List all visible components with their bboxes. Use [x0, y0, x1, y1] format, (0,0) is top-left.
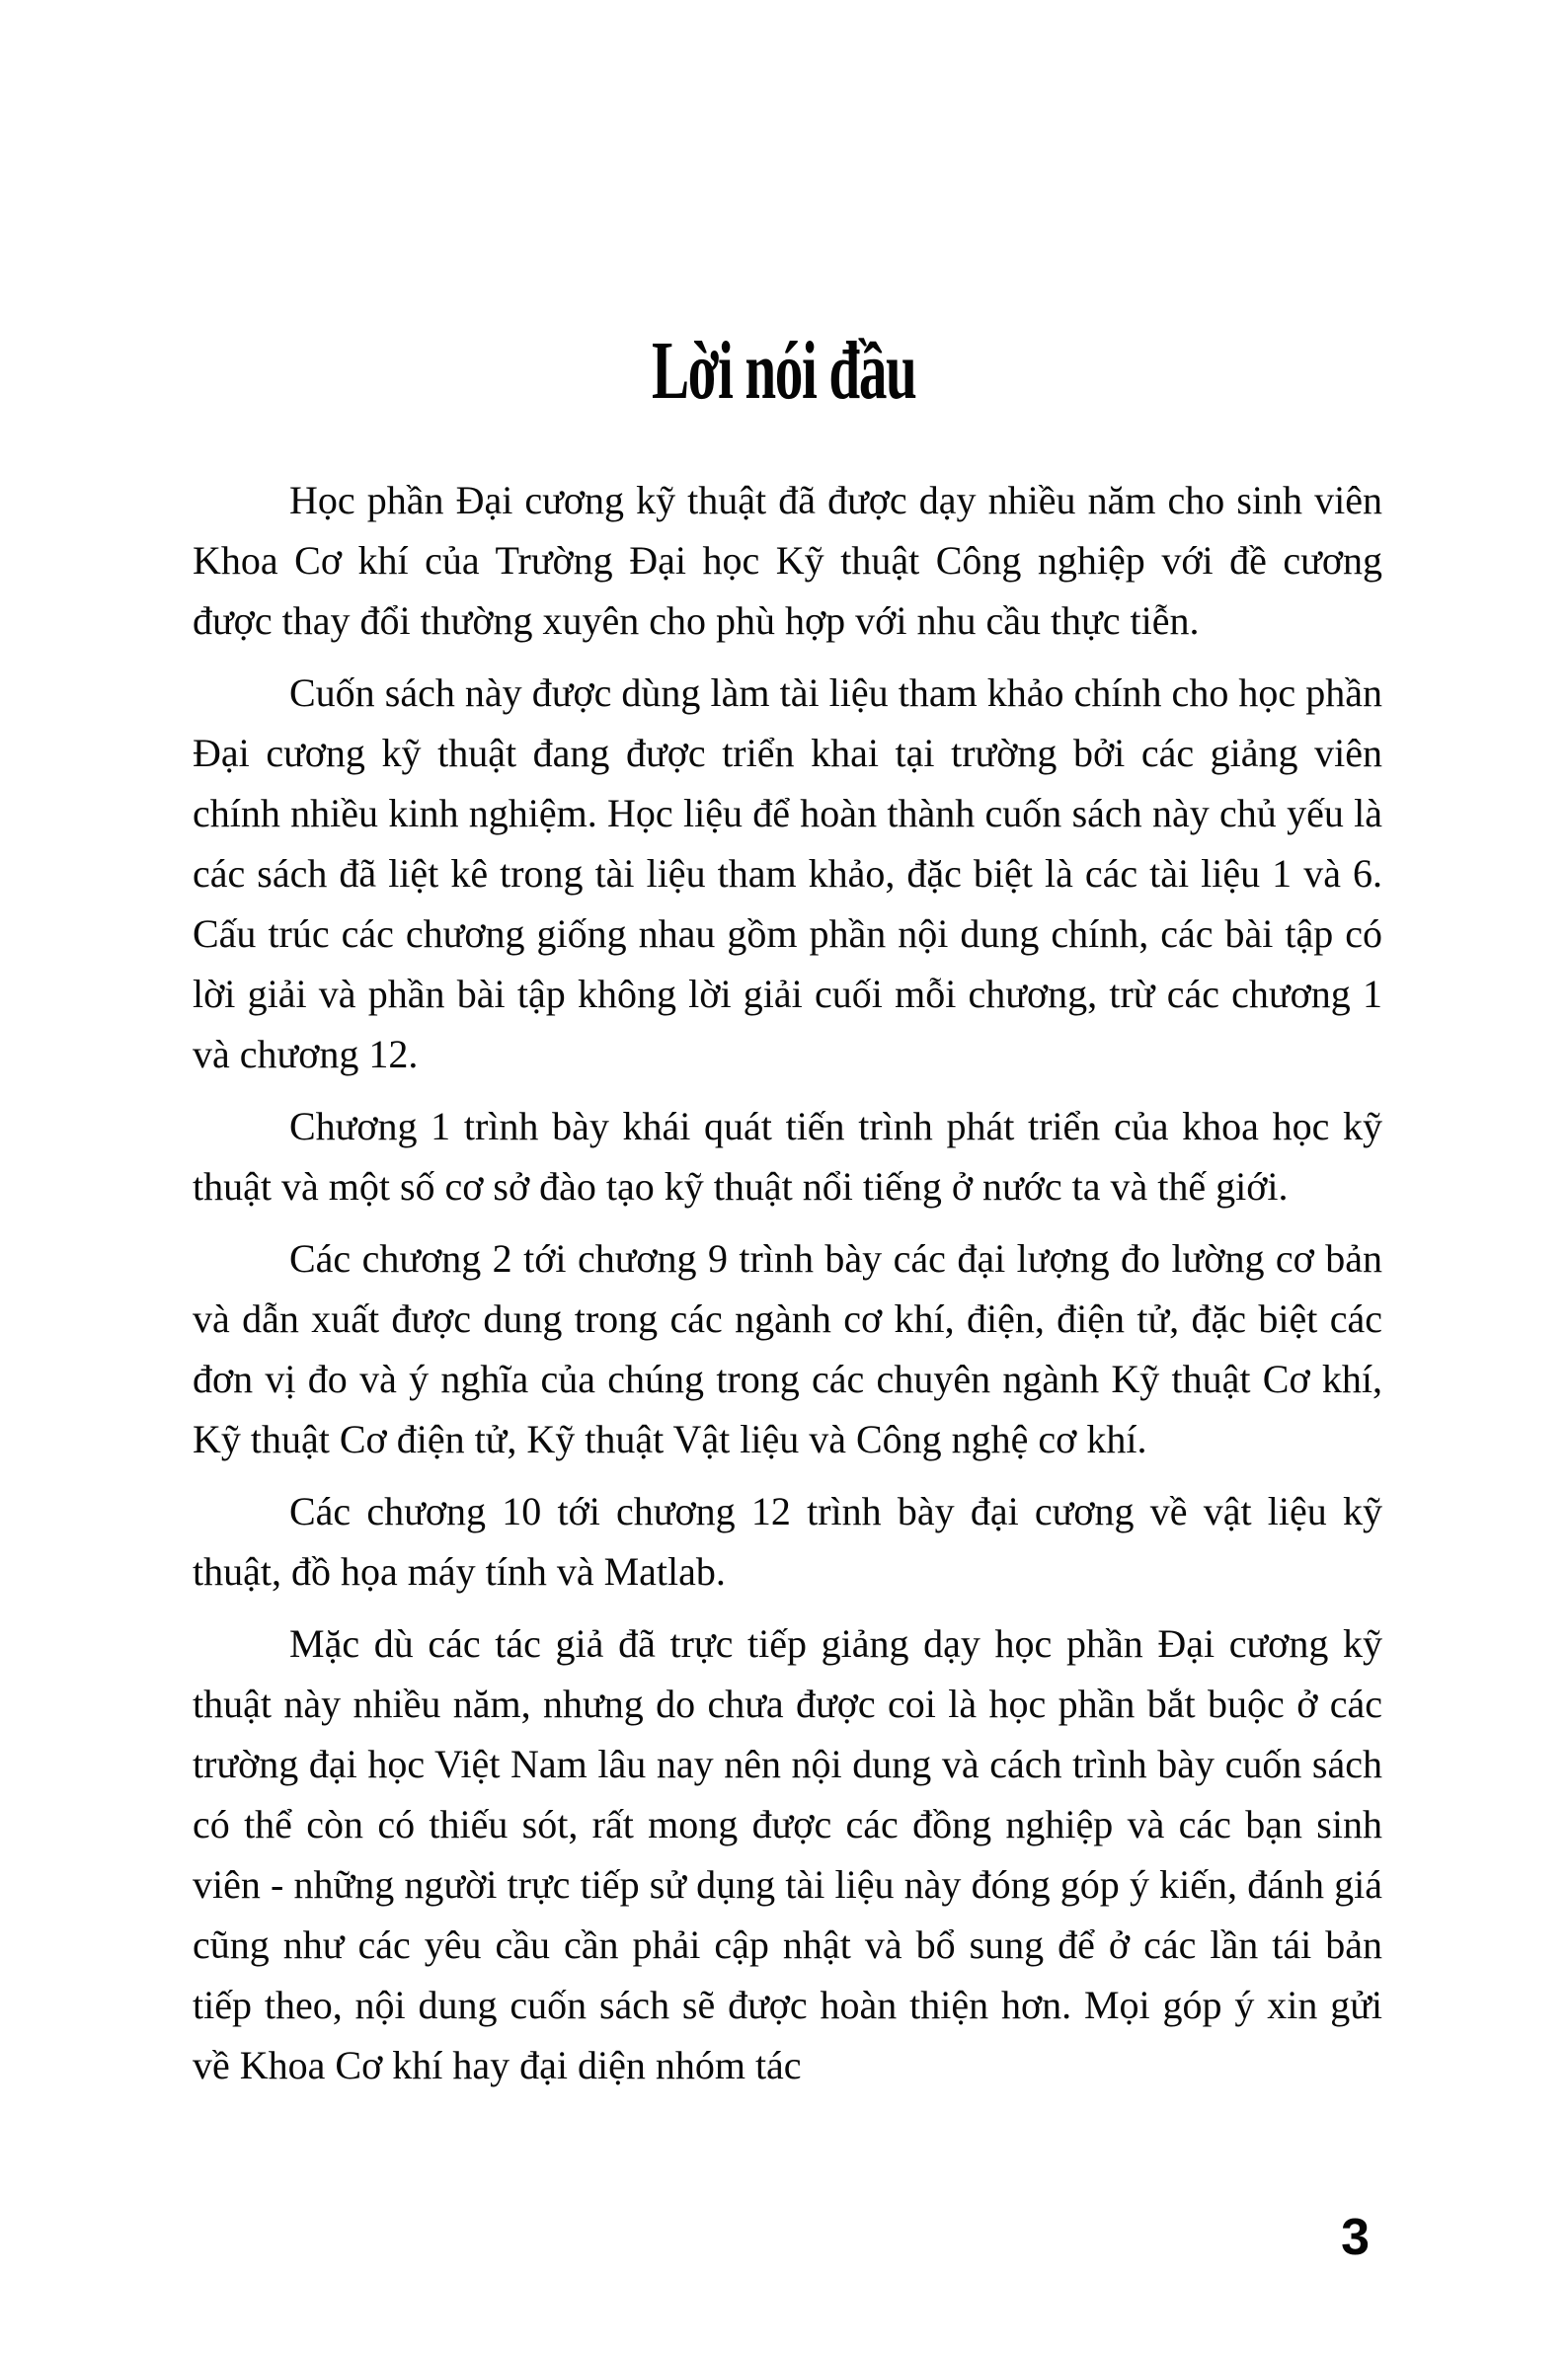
- page-number: 3: [1341, 2209, 1370, 2266]
- paragraph-3: Chương 1 trình bày khái quát tiến trình phát triển của khoa học kỹ thuật và một số cơ sở đào tạo kỹ thuật nổi tiếng ở nước ta và thế giới.: [193, 1104, 1382, 1209]
- paragraph-4: Các chương 2 tới chương 9 trình bày các đại lượng đo lường cơ bản và dẫn xuất được dung trong các ngành cơ khí, điện, điện tử, đặc biệt các đơn vị đo và ý nghĩa của chúng trong các chuyên ngành Kỹ thuật Cơ khí, Kỹ thuật Cơ điện tử, Kỹ thuật Vật liệu và Công nghệ cơ khí.: [193, 1236, 1382, 1461]
- page-title-text: Lời nói đầu: [652, 325, 916, 417]
- page-title: [0, 326, 1568, 417]
- paragraph-5: Các chương 10 tới chương 12 trình bày đại cương về vật liệu kỹ thuật, đồ họa máy tính và Matlab.: [193, 1489, 1382, 1594]
- paragraph-1: Học phần Đại cương kỹ thuật đã được dạy nhiều năm cho sinh viên Khoa Cơ khí của Trường Đại học Kỹ thuật Công nghiệp với đề cương được thay đổi thường xuyên cho phù hợp với nhu cầu thực tiễn.: [193, 478, 1382, 643]
- paragraph-6: Mặc dù các tác giả đã trực tiếp giảng dạy học phần Đại cương kỹ thuật này nhiều năm, nhưng do chưa được coi là học phần bắt buộc ở các trường đại học Việt Nam lâu nay nên nội dung và cách trình bày cuốn sách có thể còn có thiếu sót, rất mong được các đồng nghiệp và các bạn sinh viên - những người trực tiếp sử dụng tài liệu này đóng góp ý kiến, đánh giá cũng như các yêu cầu cần phải cập nhật và bổ sung để ở các lần tái bản tiếp theo, nội dung cuốn sách sẽ được hoàn thiện hơn. Mọi góp ý xin gửi về Khoa Cơ khí hay đại diện nhóm tác: [193, 1621, 1382, 2087]
- body-text: [193, 470, 1382, 2107]
- paragraph-2: Cuốn sách này được dùng làm tài liệu tham khảo chính cho học phần Đại cương kỹ thuật đang được triển khai tại trường bởi các giảng viên chính nhiều kinh nghiệm. Học liệu để hoàn thành cuốn sách này chủ yếu là các sách đã liệt kê trong tài liệu tham khảo, đặc biệt là các tài liệu 1 và 6. Cấu trúc các chương giống nhau gồm phần nội dung chính, các bài tập có lời giải và phần bài tập không lời giải cuối mỗi chương, trừ các chương 1 và chương 12.: [193, 670, 1382, 1076]
